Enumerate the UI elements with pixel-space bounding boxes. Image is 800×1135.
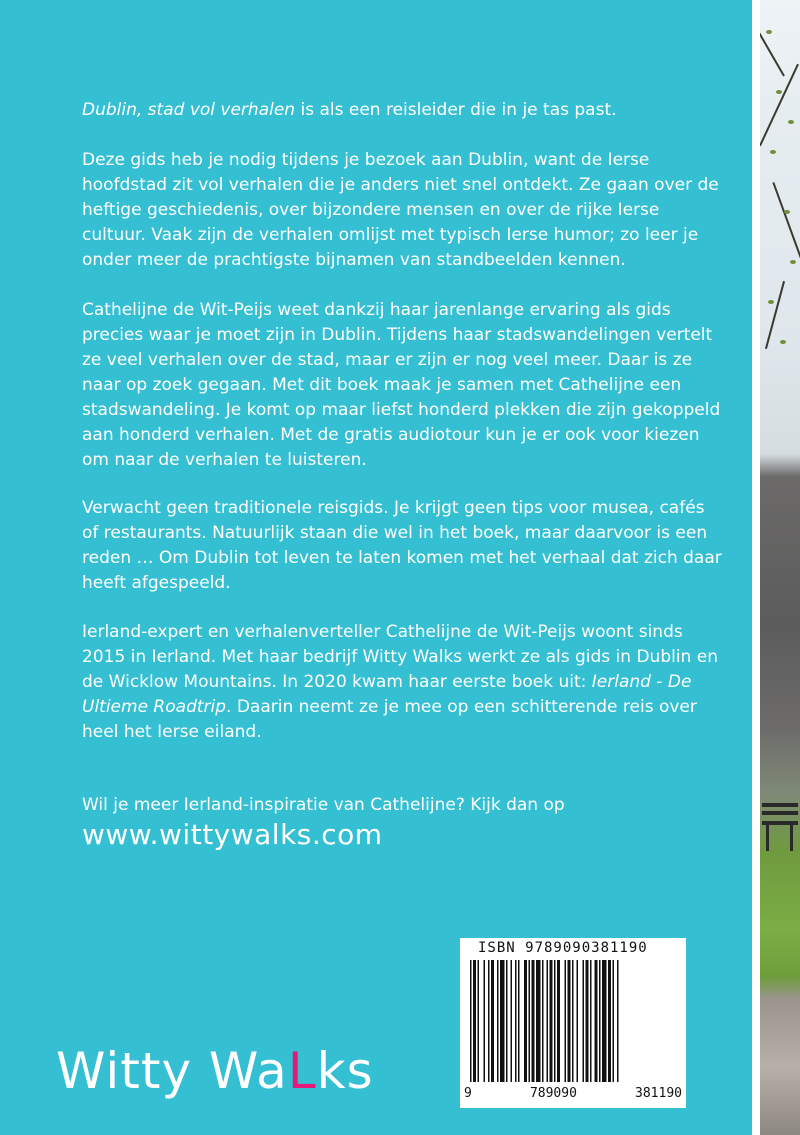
isbn-label: ISBN 9789090381190 xyxy=(478,940,648,956)
barcode-digit-group: 789090 xyxy=(529,1086,577,1101)
bio-text-end: . Daarin neemt ze je mee op een schitterende reis over heel het Ierse eiland. xyxy=(82,697,697,742)
barcode-digits xyxy=(462,1086,684,1101)
barcode-digit-group: 9 xyxy=(464,1086,472,1101)
intro-paragraph xyxy=(82,98,722,123)
cover-divider xyxy=(752,0,760,1135)
barcode-bars xyxy=(470,960,680,1082)
first-book-title: Ierland - De Ultieme Roadtrip xyxy=(82,672,692,717)
website-link[interactable]: www.wittywalks.com xyxy=(82,818,383,851)
paragraph-guide: Deze gids heb je nodig tijdens je bezoek aan Dublin, want de Ierse hoofdstad zit vol verhalen die je anders niet snel ontdekt. Ze gaan over de heftige geschiedenis, over bijzondere mensen en over de rijke Ierse cultuur. Vaak zijn de verhalen omlijst met typisch Ierse humor; zo leer je onder meer de prachtigste bijnamen van standbeelden kennen. xyxy=(82,150,719,270)
book-title-inline: Dublin, stad vol verhalen xyxy=(82,100,296,120)
witty-walks-logo: Witty WaLks xyxy=(56,1042,374,1100)
bio-text: Ierland-expert en verhalenverteller Cathelijne de Wit-Peijs woont sinds 2015 in Ierland. Met haar bedrijf Witty Walks werkt ze als gids in Dublin en de Wicklow Mountains. In 2020 kwam haar eerste boek uit: xyxy=(82,622,718,692)
paragraph-more-inspiration: Wil je meer Ierland-inspiratie van Cathelijne? Kijk dan op xyxy=(82,795,565,815)
bench-icon xyxy=(760,795,800,855)
intro-text: is als een reisleider die in je tas past. xyxy=(295,100,617,120)
barcode-digit-group: 381190 xyxy=(635,1086,682,1101)
paragraph-author-bio xyxy=(82,620,722,745)
paragraph-author-guide: Cathelijne de Wit-Peijs weet dankzij haar jarenlange ervaring als gids precies waar je moet zijn in Dublin. Tijdens haar stadswandelingen vertelt ze veel verhalen over de stad, maar er zijn er nog veel meer. Daar is ze naar op zoek gegaan. Met dit boek maak je samen met Cathelijne een stadswandeling. Je komt op maar liefst honderd plekken die zijn gekoppeld aan honderd verhalen. Met de gratis audiotour kun je er ook voor kiezen om naar de verhalen te luisteren. xyxy=(82,300,721,470)
cover-photo-edge xyxy=(760,0,800,1135)
paragraph-no-traditional: Verwacht geen traditionele reisgids. Je krijgt geen tips voor musea, cafés of restaurants. Natuurlijk staan die wel in het boek, maar daarvoor is een reden … Om Dublin tot leven te laten komen met het verhaal dat zich daar heeft afgespeeld. xyxy=(82,498,722,593)
